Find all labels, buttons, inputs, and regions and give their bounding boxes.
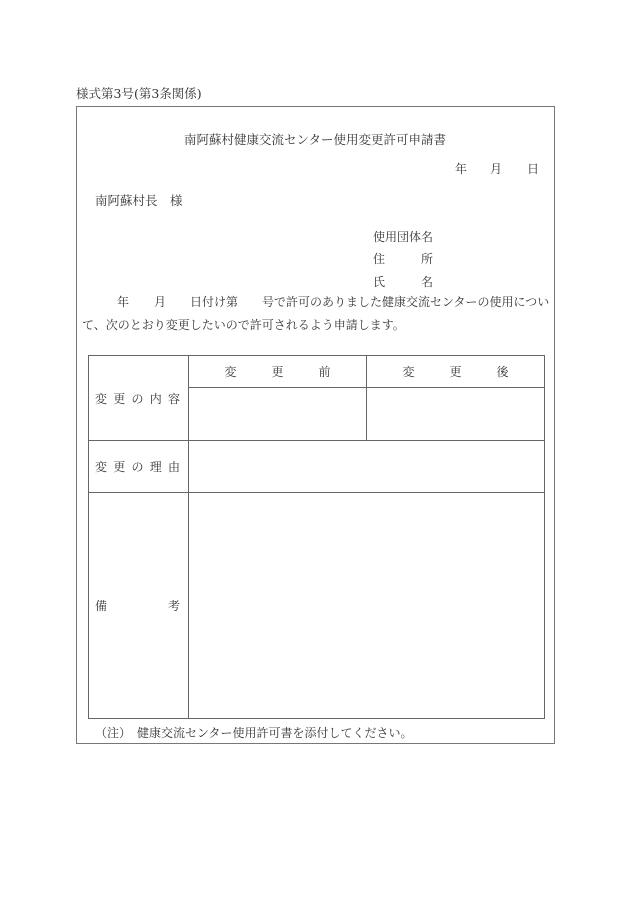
label-char: 更 (113, 391, 126, 406)
label-char: 容 (167, 391, 180, 406)
label-char: 変 (95, 460, 108, 474)
body-year: 年 (117, 295, 130, 309)
form-number-label: 様式第3号(第3条関係) (76, 86, 202, 101)
address-label-2: 所 (421, 252, 434, 266)
header-char: 変 (402, 365, 415, 379)
reason-value-field[interactable] (189, 441, 545, 493)
address-label-1: 住 (373, 252, 386, 266)
form-title: 南阿蘇村健康交流センター使用変更許可申請書 (183, 132, 446, 147)
group-name-label: 使用団体名 (373, 230, 434, 244)
content-label-cell (89, 356, 189, 441)
label-char: 更 (113, 460, 126, 474)
label-char: 内 (149, 391, 162, 406)
header-char: 更 (271, 365, 284, 379)
before-value-field[interactable] (189, 388, 367, 441)
footnote: （注） 健康交流センター使用許可書を添付してください。 (95, 726, 413, 740)
header-char: 後 (496, 365, 509, 379)
body-day-no: 日付け第 (190, 295, 239, 309)
label-char: 備 (95, 599, 108, 613)
remarks-value-field[interactable] (189, 493, 545, 719)
change-table (88, 355, 545, 719)
body-line2: て、次のとおり変更したいので許可されるよう申請します。 (82, 318, 405, 332)
after-header (367, 356, 545, 388)
reason-label-cell (89, 441, 189, 493)
label-char: 変 (95, 391, 108, 406)
header-char: 更 (449, 365, 462, 379)
date-month-label: 月 (490, 162, 503, 176)
addressee: 南阿蘇村長 様 (95, 193, 183, 208)
remarks-label-cell (89, 493, 189, 719)
label-char: 理 (149, 460, 162, 474)
name-label-2: 名 (421, 275, 434, 289)
before-header (189, 356, 367, 388)
label-char: の (131, 391, 144, 406)
label-char: 考 (167, 599, 180, 613)
header-char: 前 (318, 365, 331, 379)
body-month: 月 (154, 295, 167, 309)
date-day-label: 日 (527, 162, 540, 176)
label-char: の (131, 460, 144, 474)
after-value-field[interactable] (367, 388, 545, 441)
date-year-label: 年 (455, 162, 468, 176)
body-line1-rest: 号で許可のありました健康交流センターの使用につい (262, 295, 550, 309)
header-char: 変 (224, 365, 237, 379)
label-char: 由 (167, 460, 180, 474)
name-label-1: 氏 (373, 275, 386, 289)
